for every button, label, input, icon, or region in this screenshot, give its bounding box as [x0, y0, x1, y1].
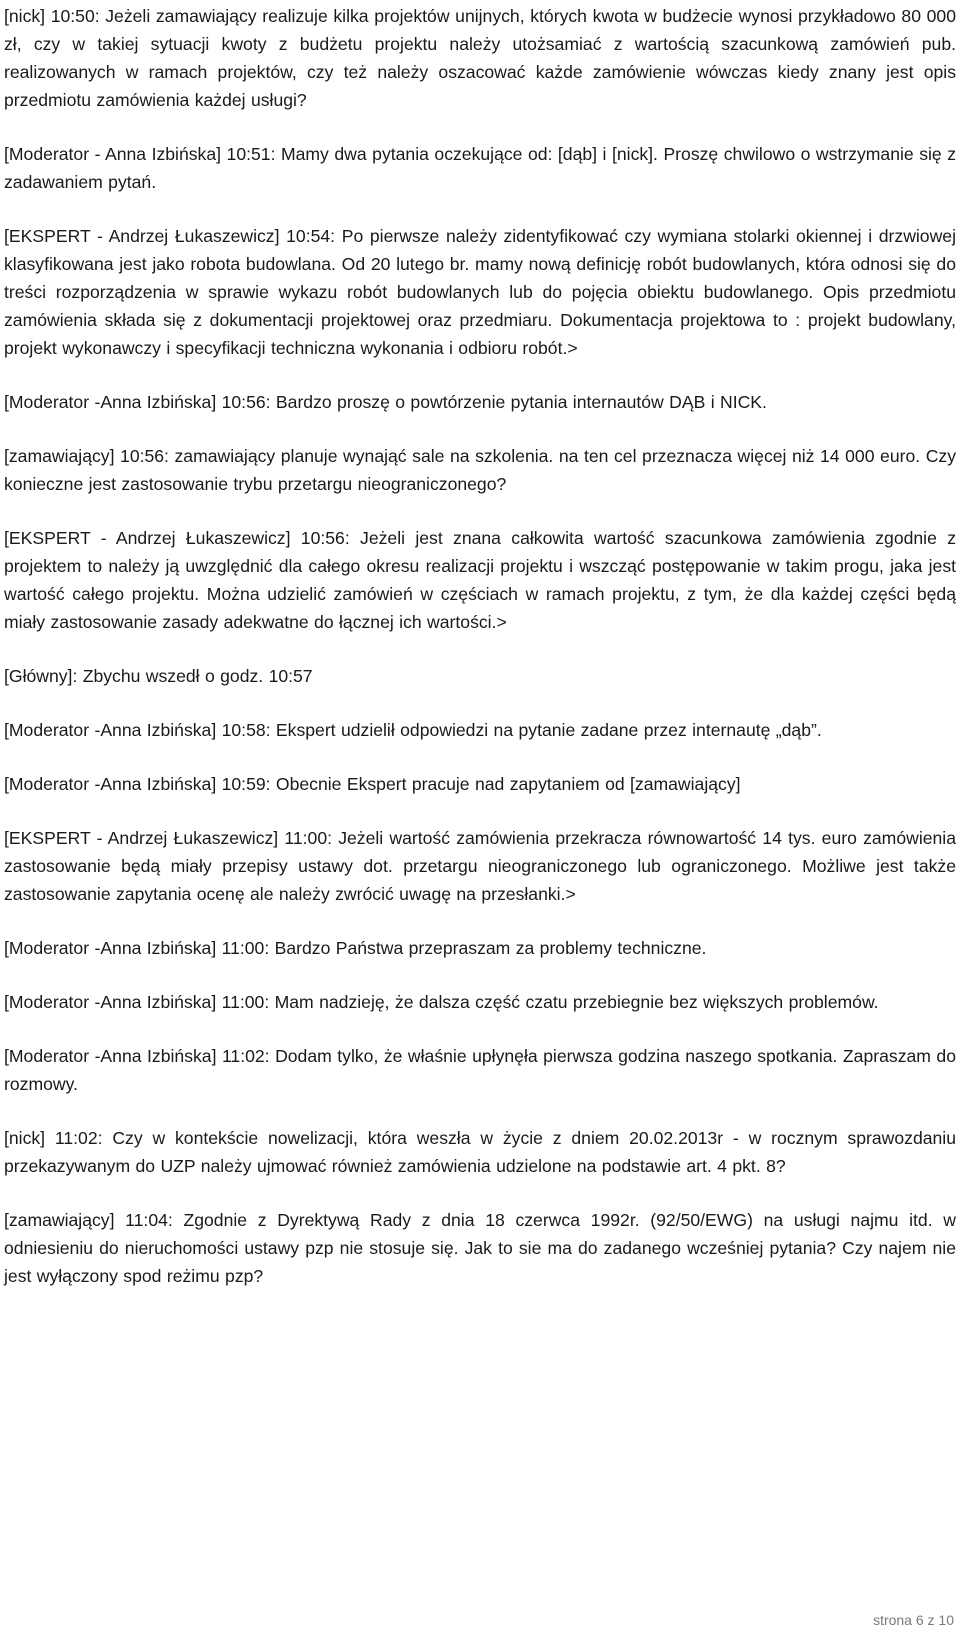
- chat-message: [Moderator -Anna Izbińska] 11:00: Mam nadzieję, że dalsza część czatu przebiegnie bez większych problemów.: [4, 992, 879, 1012]
- chat-message: [zamawiający] 10:56: zamawiający planuje wynająć sale na szkolenia. na ten cel przeznacza więcej niż 14 000 euro. Czy konieczne jest zastosowanie trybu przetargu nieograniczonego?: [4, 446, 956, 494]
- chat-message: [Główny]: Zbychu wszedł o godz. 10:57: [4, 666, 313, 686]
- chat-message: [EKSPERT - Andrzej Łukaszewicz] 11:00: Jeżeli wartość zamówienia przekracza równowartość 14 tys. euro zamówienia zastosowanie będą miały przepisy ustawy dot. przetargu nieograniczonego lub ograniczonego. Możliwe jest także zastosowanie zapytania ocenę ale należy zwrócić uwagę na przesłanki.>: [4, 828, 956, 904]
- chat-message: [Moderator -Anna Izbińska] 10:58: Ekspert udzielił odpowiedzi na pytanie zadane przez internautę „dąb”.: [4, 720, 822, 740]
- chat-message: [EKSPERT - Andrzej Łukaszewicz] 10:54: Po pierwsze należy zidentyfikować czy wymiana stolarki okiennej i drzwiowej klasyfikowana jest jako robota budowlana. Od 20 lutego br. mamy nową definicję robót budowlanych, która odnosi się do treści rozporządzenia w sprawie wykazu robót budowlanych lub do pojęcia obiektu budowlanego. Opis przedmiotu zamówienia składa się z dokumentacji projektowej oraz przedmiaru. Dokumentacja projektowa to : projekt budowlany, projekt wykonawczy i specyfikacji techniczna wykonania i odbioru robót.>: [4, 226, 956, 358]
- chat-message: [Moderator -Anna Izbińska] 10:59: Obecnie Ekspert pracuje nad zapytaniem od [zamawiający]: [4, 774, 741, 794]
- chat-message: [Moderator -Anna Izbińska] 11:02: Dodam tylko, że właśnie upłynęła pierwsza godzina naszego spotkania. Zapraszam do rozmowy.: [4, 1046, 956, 1094]
- chat-message: [Moderator -Anna Izbińska] 11:00: Bardzo Państwa przepraszam za problemy techniczne.: [4, 938, 707, 958]
- page-number: strona 6 z 10: [873, 1612, 954, 1628]
- chat-message: [nick] 10:50: Jeżeli zamawiający realizuje kilka projektów unijnych, których kwota w budżecie wynosi przykładowo 80 000 zł, czy w takiej sytuacji kwoty z budżetu projektu należy utożsamiać z wartością szacunkową zamówień pub. realizowanych w ramach projektów, czy też należy oszacować każde zamówienie wówczas kiedy znany jest opis przedmiotu zamówienia każdej usługi?: [4, 6, 956, 110]
- chat-message: [Moderator - Anna Izbińska] 10:51: Mamy dwa pytania oczekujące od: [dąb] i [nick]. Proszę chwilowo o wstrzymanie się z zadawaniem pytań.: [4, 144, 956, 192]
- chat-message: [zamawiający] 11:04: Zgodnie z Dyrektywą Rady z dnia 18 czerwca 1992r. (92/50/EWG) na usługi najmu itd. w odniesieniu do nieruchomości ustawy pzp nie stosuje się. Jak to sie ma do zadanego wcześniej pytania? Czy najem nie jest wyłączony spod reżimu pzp?: [4, 1210, 956, 1286]
- chat-message: [Moderator -Anna Izbińska] 10:56: Bardzo proszę o powtórzenie pytania internautów DĄB i NICK.: [4, 392, 767, 412]
- chat-transcript: [4, 2, 956, 1290]
- chat-message: [nick] 11:02: Czy w kontekście nowelizacji, która weszła w życie z dniem 20.02.2013r - w rocznym sprawozdaniu przekazywanym do UZP należy ujmować również zamówienia udzielone na podstawie art. 4 pkt. 8?: [4, 1128, 956, 1176]
- chat-message: [EKSPERT - Andrzej Łukaszewicz] 10:56: Jeżeli jest znana całkowita wartość szacunkowa zamówienia zgodnie z projektem to należy ją uwzględnić dla całego okresu realizacji projektu i wszcząć postępowanie w takim progu, jaka jest wartość całego projektu. Można udzielić zamówień w częściach w ramach projektu, z tym, że dla każdej części będą miały zastosowanie zasady adekwatne do łącznej ich wartości.>: [4, 528, 956, 632]
